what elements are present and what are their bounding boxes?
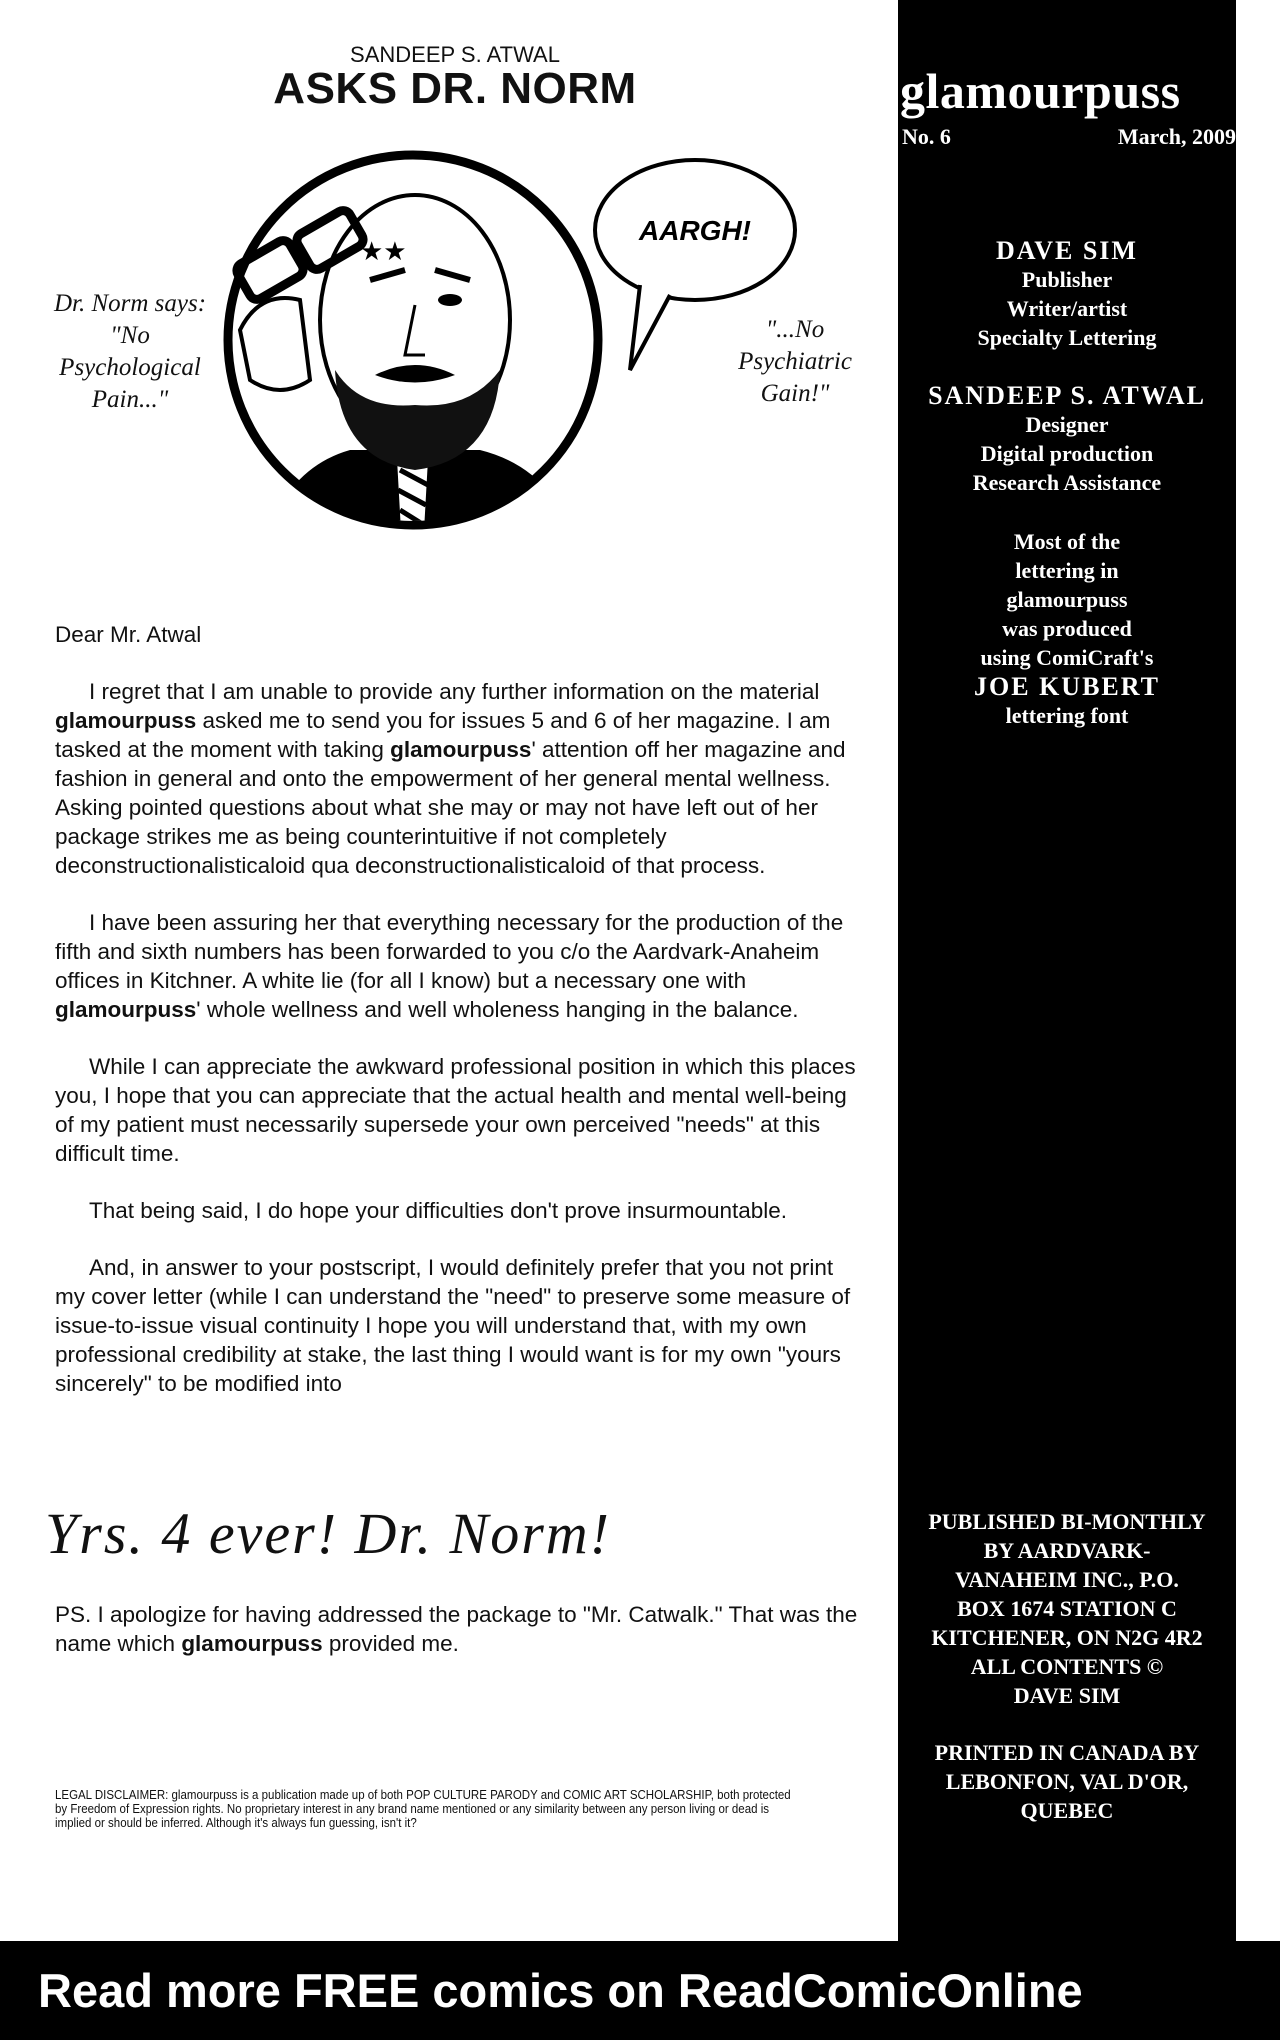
credit-role: Writer/artist <box>1006 296 1128 321</box>
publisher-line: BY AARDVARK- <box>983 1538 1151 1563</box>
publisher-line: KITCHENER, ON N2G 4R2 <box>931 1625 1203 1650</box>
printer-line: QUEBEC <box>1020 1798 1114 1823</box>
font-name: JOE KUBERT <box>974 672 1160 701</box>
speech-bubble-text: AARGH! <box>639 215 751 246</box>
masthead: glamourpuss <box>900 63 1181 119</box>
printer-line: PRINTED IN CANADA BY <box>934 1740 1200 1765</box>
lettering-note: using ComiCraft's <box>980 645 1154 670</box>
letter-body <box>55 620 865 1426</box>
lettering-note: was produced <box>1002 616 1132 641</box>
paragraph: That being said, I do hope your difficulties don't prove insurmountable. <box>89 1198 788 1223</box>
publisher-line: ALL CONTENTS © <box>970 1654 1164 1679</box>
publisher-line: BOX 1674 STATION C <box>957 1596 1177 1621</box>
salutation: Dear Mr. Atwal <box>55 622 202 647</box>
credit-name: DAVE SIM <box>996 236 1138 265</box>
issue-date: March, 2009 <box>1117 124 1236 149</box>
lettering-note: Most of the <box>1013 529 1121 554</box>
credit-role: Designer <box>1025 412 1109 437</box>
publisher-line: VANAHEIM INC., P.O. <box>955 1567 1179 1592</box>
byline: SANDEEP S. ATWAL <box>350 42 560 67</box>
printer-line: LEBONFON, VAL D'OR, <box>945 1769 1189 1794</box>
font-suffix: lettering font <box>1005 703 1129 728</box>
publisher-line: PUBLISHED BI-MONTHLY <box>928 1509 1206 1534</box>
quote-left: Dr. Norm says: "No Psychological Pain..." <box>53 290 207 413</box>
paragraph: While I can appreciate the awkward professional position in which this places you, I hope that you can appreciate that the actual health and mental well-being of my patient must necessarily supersede your own perceived "needs" at this difficult time. <box>55 1054 856 1166</box>
credit-name: SANDEEP S. ATWAL <box>928 381 1206 410</box>
sidebar-credits <box>898 0 1236 1941</box>
lettering-note: lettering in <box>1015 558 1119 583</box>
credit-role: Research Assistance <box>972 470 1162 495</box>
credit-role: Specialty Lettering <box>977 325 1157 350</box>
paragraph: And, in answer to your postscript, I would definitely prefer that you not print my cover letter (while I can understand the "need" to preserve some measure of issue-to-issue visual continuity I hope you will understand that, with my own professional credibility at stake, the last thing I would want is for my own "yours sincerely" to be modified into <box>55 1255 851 1396</box>
signature: Yrs. 4 ever! Dr. Norm! <box>45 1501 611 1566</box>
issue-number: No. 6 <box>902 124 951 149</box>
quote-right: "...No Psychiatric Gain!" <box>738 316 852 407</box>
postscript: PS. I apologize for having addressed the package to "Mr. Catwalk." That was the name which glamourpuss provided me. <box>55 1602 858 1656</box>
credit-role: Publisher <box>1021 267 1113 292</box>
paragraph: I have been assuring her that everything necessary for the production of the fifth and sixth numbers has been forwarded to you c/o the Aardvark-Anaheim offices in Kitchner. A white lie (for all I know) but a necessary one with glamourpuss' whole wellness and well wholeness hanging in the balance. <box>55 910 844 1022</box>
lettering-note: glamourpuss <box>1006 587 1128 612</box>
svg-text:★★: ★★ <box>360 236 407 266</box>
legal-disclaimer: LEGAL DISCLAIMER: glamourpuss is a publication made up of both POP CULTURE PARODY and COMIC ART SCHOLARSHIP, both protected by Freedom of Expression rights. No proprietary interest in any brand name mentioned or any similarity between any person living or dead is implied or should be inferred. Although it's always fun guessing, isn't it? <box>55 1788 791 1830</box>
readcomiconline-banner[interactable]: Read more FREE comics on ReadComicOnline <box>0 1941 1280 2040</box>
publisher-line: DAVE SIM <box>1013 1683 1121 1708</box>
page-title: ASKS DR. NORM <box>273 64 637 113</box>
paragraph: I regret that I am unable to provide any further information on the material glamourpuss asked me to send you for issues 5 and 6 of her magazine. I am tasked at the moment with taking glamourpuss' attention off her magazine and fashion in general and onto the empowerment of her general mental wellness. Asking pointed questions about what she may or may not have left out of her package strikes me as being counterintuitive if not completely deconstructionalisticaloid qua deconstructionalisticaloid of that process. <box>55 679 846 878</box>
credit-role: Digital production <box>980 441 1154 466</box>
